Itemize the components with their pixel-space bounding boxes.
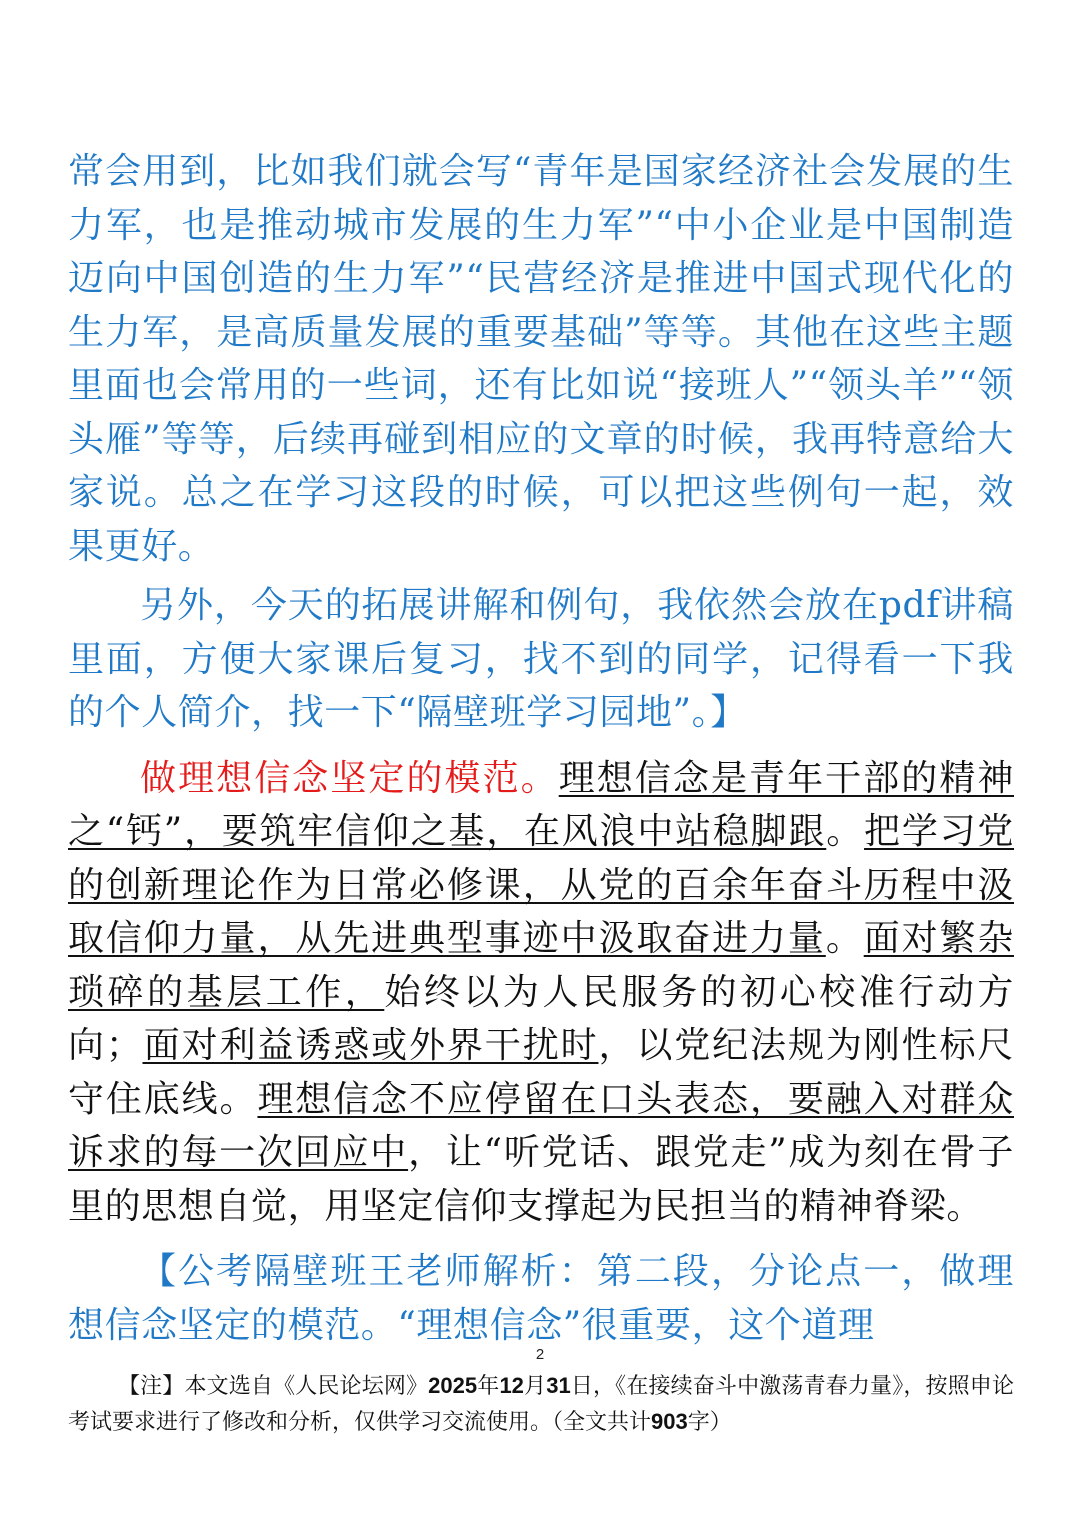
analysis-paragraph-continued: 常会用到，比如我们就会写“青年是国家经济社会发展的生力军，也是推动城市发展的生力军”“中小企业是中国制造迈向中国创造的生力军”“民营经济是推进中国式现代化的生力军，是高质量发展的重要基础”等等。其他在这些主题里面也会常用的一些词，还有比如说“接班人”“领头羊”“领头雁”等等，后续再碰到相应的文章的时候，我再特意给大家说。总之在学习这段的时候，可以把这些例句一起，效果更好。	[68, 151, 1014, 567]
sentence-text: 。	[826, 811, 865, 852]
underlined-sentence: 面对利益诱惑或外界干扰时	[142, 1025, 599, 1066]
article-paragraph	[68, 752, 1014, 1234]
footnote-text: 【注】本文选自《人民论坛网》	[118, 1374, 429, 1399]
footnote-month: 12	[499, 1373, 524, 1398]
analysis-paragraph: 【公考隔壁班王老师解析：第二段，分论点一，做理想信念坚定的模范。“理想信念”很重要，这个道理	[68, 1251, 1014, 1346]
page-body	[68, 145, 1014, 1352]
underlined-sentence: 面对繁杂琐碎的基层工作，	[68, 918, 1014, 1013]
sentence-text: 始终以为人民服务的初心校准行动方向；	[68, 971, 1014, 1066]
sentence-text: ，以党纪法规为刚性标尺守住底线。	[68, 1025, 1014, 1120]
analysis-paragraph-note: 另外，今天的拓展讲解和例句，我依然会放在pdf讲稿里面，方便大家课后复习，找不到的同学，记得看一下我的个人简介，找一下“隔壁班学习园地”。】	[68, 585, 1014, 733]
sentence-text: ，让“听党话、跟党走”成为刻在骨子里的思想自觉，用坚定信仰支撑起为民担当的精神脊梁。	[68, 1132, 1015, 1227]
footnote	[68, 1368, 1014, 1440]
underlined-sentence: 理想信念不应停留在口头表态，要融入对群众诉求的每一次回应中	[68, 1078, 1014, 1173]
footnote-text: 年	[477, 1374, 500, 1399]
footnote-year: 2025	[428, 1373, 478, 1398]
section-heading: 做理想信念坚定的模范。	[140, 757, 559, 799]
page-number: 2	[535, 1346, 545, 1363]
footnote-word-count: 903	[651, 1409, 688, 1434]
sentence-text: 。	[825, 918, 864, 959]
underlined-sentence: 理想信念是青年干部的精神之“钙”，要筑牢信仰之基，在风浪中站稳脚跟	[68, 757, 1014, 852]
underlined-sentence: 把学习党的创新理论作为日常必修课，从党的百余年奋斗历程中汲取信仰力量，从先进典型事迹中汲取奋进力量	[68, 811, 1014, 959]
footnote-text: 字）	[687, 1410, 732, 1435]
footnote-day: 31	[546, 1373, 571, 1398]
footnote-text: 月	[523, 1374, 547, 1399]
footnote-text: 日，《在接续奋斗中激荡青春力量》，按照申论考试要求进行了修改和分析，仅供学习交流使用。（全文共计	[68, 1374, 1014, 1435]
